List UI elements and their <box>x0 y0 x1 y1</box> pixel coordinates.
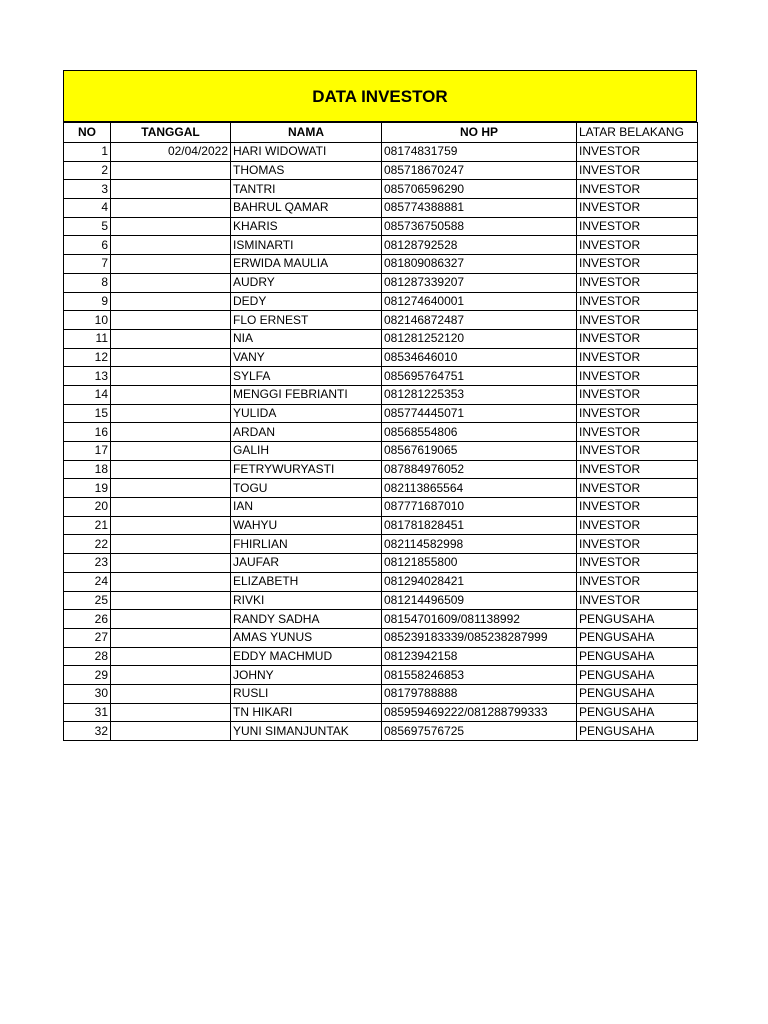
cell-no-hp[interactable]: 087884976052 <box>382 460 577 479</box>
cell-no[interactable]: 17 <box>64 442 111 461</box>
table-row <box>64 143 698 162</box>
cell-tanggal[interactable] <box>111 161 231 180</box>
table-row <box>64 273 698 292</box>
cell-no[interactable]: 4 <box>64 199 111 218</box>
cell-tanggal[interactable] <box>111 348 231 367</box>
cell-latar-belakang[interactable]: INVESTOR <box>577 199 698 218</box>
cell-no[interactable]: 22 <box>64 535 111 554</box>
cell-tanggal[interactable] <box>111 404 231 423</box>
cell-latar-belakang[interactable]: PENGUSAHA <box>577 722 698 741</box>
cell-no[interactable]: 19 <box>64 479 111 498</box>
cell-latar-belakang[interactable]: PENGUSAHA <box>577 684 698 703</box>
cell-nama[interactable]: YULIDA <box>231 404 382 423</box>
table-row <box>64 255 698 274</box>
cell-tanggal[interactable] <box>111 385 231 404</box>
cell-no-hp[interactable]: 08128792528 <box>382 236 577 255</box>
cell-tanggal[interactable] <box>111 423 231 442</box>
table-row <box>64 703 698 722</box>
cell-nama[interactable]: HARI WIDOWATI <box>231 143 382 162</box>
cell-no[interactable]: 16 <box>64 423 111 442</box>
cell-no[interactable]: 8 <box>64 273 111 292</box>
cell-no[interactable]: 14 <box>64 385 111 404</box>
cell-nama[interactable]: FLO ERNEST <box>231 311 382 330</box>
table-row <box>64 479 698 498</box>
cell-tanggal[interactable] <box>111 516 231 535</box>
cell-nama[interactable]: RUSLI <box>231 684 382 703</box>
sheet-title: DATA INVESTOR <box>63 70 697 122</box>
cell-no-hp[interactable]: 08123942158 <box>382 647 577 666</box>
cell-no-hp[interactable]: 085774388881 <box>382 199 577 218</box>
cell-no[interactable]: 18 <box>64 460 111 479</box>
cell-no-hp[interactable]: 08568554806 <box>382 423 577 442</box>
table-row <box>64 460 698 479</box>
cell-tanggal[interactable] <box>111 199 231 218</box>
table-row <box>64 161 698 180</box>
cell-latar-belakang[interactable]: INVESTOR <box>577 572 698 591</box>
cell-tanggal[interactable] <box>111 292 231 311</box>
table-row <box>64 292 698 311</box>
cell-latar-belakang[interactable]: PENGUSAHA <box>577 628 698 647</box>
table-body <box>64 143 698 741</box>
cell-tanggal[interactable] <box>111 273 231 292</box>
cell-tanggal[interactable] <box>111 647 231 666</box>
cell-no-hp[interactable]: 082146872487 <box>382 311 577 330</box>
cell-latar-belakang[interactable]: INVESTOR <box>577 255 698 274</box>
table-row <box>64 180 698 199</box>
cell-latar-belakang[interactable]: INVESTOR <box>577 404 698 423</box>
table-row <box>64 236 698 255</box>
cell-latar-belakang[interactable]: INVESTOR <box>577 535 698 554</box>
investor-table <box>63 122 698 741</box>
cell-nama[interactable]: ARDAN <box>231 423 382 442</box>
cell-tanggal[interactable] <box>111 628 231 647</box>
cell-tanggal[interactable] <box>111 460 231 479</box>
cell-nama[interactable]: AMAS YUNUS <box>231 628 382 647</box>
cell-no-hp[interactable]: 085736750588 <box>382 217 577 236</box>
cell-nama[interactable]: GALIH <box>231 442 382 461</box>
cell-no-hp[interactable]: 085697576725 <box>382 722 577 741</box>
cell-tanggal[interactable] <box>111 703 231 722</box>
table-row <box>64 348 698 367</box>
table-row <box>64 217 698 236</box>
cell-no-hp[interactable]: 081809086327 <box>382 255 577 274</box>
cell-nama[interactable]: BAHRUL QAMAR <box>231 199 382 218</box>
cell-nama[interactable]: FHIRLIAN <box>231 535 382 554</box>
cell-nama[interactable]: MENGGI FEBRIANTI <box>231 385 382 404</box>
cell-latar-belakang[interactable]: INVESTOR <box>577 516 698 535</box>
cell-latar-belakang[interactable]: INVESTOR <box>577 348 698 367</box>
cell-no[interactable]: 10 <box>64 311 111 330</box>
table-row <box>64 722 698 741</box>
cell-nama[interactable]: ERWIDA MAULIA <box>231 255 382 274</box>
cell-tanggal[interactable] <box>111 554 231 573</box>
cell-nama[interactable]: JAUFAR <box>231 554 382 573</box>
table-row <box>64 628 698 647</box>
cell-tanggal[interactable] <box>111 479 231 498</box>
cell-tanggal[interactable] <box>111 572 231 591</box>
cell-no[interactable]: 29 <box>64 666 111 685</box>
cell-nama[interactable]: TOGU <box>231 479 382 498</box>
table-row <box>64 442 698 461</box>
cell-latar-belakang[interactable]: INVESTOR <box>577 236 698 255</box>
cell-latar-belakang[interactable]: INVESTOR <box>577 591 698 610</box>
cell-no-hp[interactable]: 081558246853 <box>382 666 577 685</box>
cell-no-hp[interactable]: 08174831759 <box>382 143 577 162</box>
table-row <box>64 535 698 554</box>
cell-no-hp[interactable]: 085774445071 <box>382 404 577 423</box>
cell-nama[interactable]: KHARIS <box>231 217 382 236</box>
table-row <box>64 199 698 218</box>
cell-no[interactable]: 30 <box>64 684 111 703</box>
cell-no-hp[interactable]: 081214496509 <box>382 591 577 610</box>
table-row <box>64 423 698 442</box>
cell-tanggal[interactable] <box>111 255 231 274</box>
table-row <box>64 666 698 685</box>
table-row <box>64 591 698 610</box>
cell-no[interactable]: 1 <box>64 143 111 162</box>
header-no: NO <box>64 123 111 143</box>
table-row <box>64 311 698 330</box>
cell-no[interactable]: 2 <box>64 161 111 180</box>
table-row <box>64 684 698 703</box>
cell-no[interactable]: 11 <box>64 329 111 348</box>
cell-latar-belakang[interactable]: INVESTOR <box>577 161 698 180</box>
cell-nama[interactable]: JOHNY <box>231 666 382 685</box>
cell-tanggal[interactable] <box>111 666 231 685</box>
table-row <box>64 385 698 404</box>
cell-tanggal[interactable] <box>111 236 231 255</box>
cell-no-hp[interactable]: 08567619065 <box>382 442 577 461</box>
cell-latar-belakang[interactable]: INVESTOR <box>577 329 698 348</box>
cell-no[interactable]: 27 <box>64 628 111 647</box>
cell-nama[interactable]: AUDRY <box>231 273 382 292</box>
cell-nama[interactable]: TN HIKARI <box>231 703 382 722</box>
cell-latar-belakang[interactable]: PENGUSAHA <box>577 666 698 685</box>
cell-nama[interactable]: EDDY MACHMUD <box>231 647 382 666</box>
cell-latar-belakang[interactable]: INVESTOR <box>577 180 698 199</box>
table-row <box>64 554 698 573</box>
cell-no[interactable]: 3 <box>64 180 111 199</box>
cell-no-hp[interactable]: 081281252120 <box>382 329 577 348</box>
cell-tanggal[interactable] <box>111 329 231 348</box>
cell-no-hp[interactable]: 085706596290 <box>382 180 577 199</box>
cell-no-hp[interactable]: 085239183339/085238287999 <box>382 628 577 647</box>
table-row <box>64 329 698 348</box>
cell-no[interactable]: 6 <box>64 236 111 255</box>
cell-latar-belakang[interactable]: INVESTOR <box>577 367 698 386</box>
header-nama: NAMA <box>231 123 382 143</box>
cell-latar-belakang[interactable]: INVESTOR <box>577 217 698 236</box>
cell-tanggal[interactable] <box>111 367 231 386</box>
spreadsheet <box>63 70 697 741</box>
cell-latar-belakang[interactable]: INVESTOR <box>577 423 698 442</box>
cell-no[interactable]: 13 <box>64 367 111 386</box>
cell-nama[interactable]: FETRYWURYASTI <box>231 460 382 479</box>
cell-tanggal[interactable] <box>111 610 231 629</box>
cell-nama[interactable]: DEDY <box>231 292 382 311</box>
cell-nama[interactable]: SYLFA <box>231 367 382 386</box>
cell-nama[interactable]: TANTRI <box>231 180 382 199</box>
cell-tanggal[interactable] <box>111 591 231 610</box>
cell-latar-belakang[interactable]: PENGUSAHA <box>577 703 698 722</box>
cell-no-hp[interactable]: 08121855800 <box>382 554 577 573</box>
cell-nama[interactable]: RANDY SADHA <box>231 610 382 629</box>
cell-nama[interactable]: THOMAS <box>231 161 382 180</box>
cell-no[interactable]: 20 <box>64 498 111 517</box>
cell-no-hp[interactable]: 082113865564 <box>382 479 577 498</box>
cell-no-hp[interactable]: 081294028421 <box>382 572 577 591</box>
cell-no-hp[interactable]: 081274640001 <box>382 292 577 311</box>
cell-no[interactable]: 28 <box>64 647 111 666</box>
table-row <box>64 367 698 386</box>
cell-no[interactable]: 31 <box>64 703 111 722</box>
cell-latar-belakang[interactable]: INVESTOR <box>577 273 698 292</box>
table-row <box>64 404 698 423</box>
cell-tanggal[interactable] <box>111 535 231 554</box>
cell-nama[interactable]: VANY <box>231 348 382 367</box>
cell-no-hp[interactable]: 085695764751 <box>382 367 577 386</box>
cell-latar-belakang[interactable]: INVESTOR <box>577 292 698 311</box>
cell-no[interactable]: 5 <box>64 217 111 236</box>
cell-nama[interactable]: NIA <box>231 329 382 348</box>
cell-no[interactable]: 25 <box>64 591 111 610</box>
cell-tanggal[interactable]: 02/04/2022 <box>111 143 231 162</box>
cell-no[interactable]: 7 <box>64 255 111 274</box>
cell-no-hp[interactable]: 082114582998 <box>382 535 577 554</box>
table-row <box>64 498 698 517</box>
cell-no-hp[interactable]: 085959469222/081288799333 <box>382 703 577 722</box>
cell-no[interactable]: 32 <box>64 722 111 741</box>
cell-no[interactable]: 24 <box>64 572 111 591</box>
cell-tanggal[interactable] <box>111 217 231 236</box>
cell-tanggal[interactable] <box>111 722 231 741</box>
cell-no-hp[interactable]: 085718670247 <box>382 161 577 180</box>
cell-no-hp[interactable]: 087771687010 <box>382 498 577 517</box>
cell-nama[interactable]: WAHYU <box>231 516 382 535</box>
cell-latar-belakang[interactable]: INVESTOR <box>577 554 698 573</box>
cell-tanggal[interactable] <box>111 180 231 199</box>
cell-tanggal[interactable] <box>111 311 231 330</box>
cell-no[interactable]: 12 <box>64 348 111 367</box>
cell-nama[interactable]: RIVKI <box>231 591 382 610</box>
cell-nama[interactable]: ISMINARTI <box>231 236 382 255</box>
cell-no[interactable]: 23 <box>64 554 111 573</box>
cell-latar-belakang[interactable]: INVESTOR <box>577 143 698 162</box>
cell-nama[interactable]: ELIZABETH <box>231 572 382 591</box>
cell-no-hp[interactable]: 08154701609/081138992 <box>382 610 577 629</box>
cell-latar-belakang[interactable]: PENGUSAHA <box>577 610 698 629</box>
cell-no-hp[interactable]: 08179788888 <box>382 684 577 703</box>
cell-latar-belakang[interactable]: INVESTOR <box>577 442 698 461</box>
cell-nama[interactable]: YUNI SIMANJUNTAK <box>231 722 382 741</box>
cell-no-hp[interactable]: 081781828451 <box>382 516 577 535</box>
cell-latar-belakang[interactable]: INVESTOR <box>577 460 698 479</box>
cell-no-hp[interactable]: 081281225353 <box>382 385 577 404</box>
cell-nama[interactable]: IAN <box>231 498 382 517</box>
cell-latar-belakang[interactable]: PENGUSAHA <box>577 647 698 666</box>
table-row <box>64 610 698 629</box>
table-row <box>64 572 698 591</box>
cell-no-hp[interactable]: 08534646010 <box>382 348 577 367</box>
table-row <box>64 647 698 666</box>
cell-latar-belakang[interactable]: INVESTOR <box>577 498 698 517</box>
header-row <box>64 123 698 143</box>
cell-latar-belakang[interactable]: INVESTOR <box>577 311 698 330</box>
cell-no[interactable]: 15 <box>64 404 111 423</box>
cell-tanggal[interactable] <box>111 684 231 703</box>
table-row <box>64 516 698 535</box>
cell-tanggal[interactable] <box>111 498 231 517</box>
cell-tanggal[interactable] <box>111 442 231 461</box>
cell-latar-belakang[interactable]: INVESTOR <box>577 479 698 498</box>
cell-no-hp[interactable]: 081287339207 <box>382 273 577 292</box>
cell-no[interactable]: 26 <box>64 610 111 629</box>
header-no-hp: NO HP <box>382 123 577 143</box>
cell-latar-belakang[interactable]: INVESTOR <box>577 385 698 404</box>
cell-no[interactable]: 9 <box>64 292 111 311</box>
cell-no[interactable]: 21 <box>64 516 111 535</box>
header-tanggal: TANGGAL <box>111 123 231 143</box>
header-latar-belakang: LATAR BELAKANG <box>577 123 698 143</box>
